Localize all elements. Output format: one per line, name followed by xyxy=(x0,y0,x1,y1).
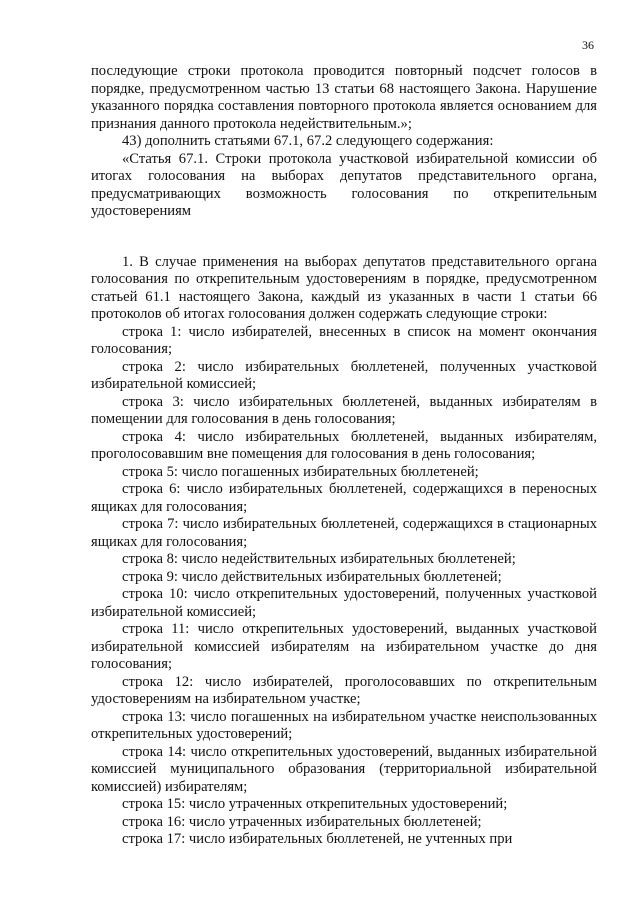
paragraph: строка 4: число избирательных бюллетеней, выданных избирателям, проголосовавшим вне помещения для голосования в день голосования; xyxy=(91,428,597,462)
paragraph-gap xyxy=(91,221,597,254)
paragraph: строка 13: число погашенных на избирательном участке неиспользованных открепительных удостоверений; xyxy=(91,708,597,742)
document-body xyxy=(91,63,597,849)
paragraph: последующие строки протокола проводится повторный подсчет голосов в порядке, предусмотренном частью 13 статьи 68 настоящего Закона. Нарушение указанного порядка составления повторного протокола является основанием для признания данного протокола недействительным.»; xyxy=(91,63,597,132)
paragraph: строка 14: число открепительных удостоверений, выданных избирательной комиссией муниципального образования (территориальной избирательной комиссией) избирателям; xyxy=(91,743,597,795)
paragraph: строка 6: число избирательных бюллетеней, содержащихся в переносных ящиках для голосования; xyxy=(91,481,597,515)
paragraph: строка 10: число открепительных удостоверений, полученных участковой избирательной комиссией; xyxy=(91,586,597,620)
paragraph: строка 12: число избирателей, проголосовавших по открепительным удостоверениям на избирательном участке; xyxy=(91,673,597,707)
page-number: 36 xyxy=(582,38,594,52)
paragraph: строка 2: число избирательных бюллетеней, полученных участковой избирательной комиссией; xyxy=(91,358,597,392)
paragraph: строка 5: число погашенных избирательных бюллетеней; xyxy=(122,463,479,480)
paragraph: 1. В случае применения на выборах депутатов представительного органа голосования по открепительным удостоверениям в порядке, предусмотренном статьей 61.1 настоящего Закона, каждый из указанных в части 1 статьи 66 протоколов об итогах голосования должен содержать следующие строки: xyxy=(91,253,597,322)
paragraph: строка 15: число утраченных открепительных удостоверений; xyxy=(122,796,508,812)
paragraph: строка 9: число действительных избирательных бюллетеней; xyxy=(122,568,502,585)
paragraph: строка 1: число избирателей, внесенных в список на момент окончания голосования; xyxy=(91,323,597,357)
paragraph: строка 8: число недействительных избирательных бюллетеней; xyxy=(122,551,516,567)
paragraph: строка 11: число открепительных удостоверений, выданных участковой избирательной комиссией избирателям на избирательном участке до дня голосования; xyxy=(91,621,597,672)
paragraph: «Статья 67.1. Строки протокола участковой избирательной комиссии об итогах голосования на выборах депутатов представительного органа, предусматривающих возможность голосования по открепительным удостоверениям xyxy=(91,150,597,219)
paragraph: строка 7: число избирательных бюллетеней, содержащихся в стационарных ящиках для голосования; xyxy=(91,516,597,550)
paragraph: строка 3: число избирательных бюллетеней, выданных избирателям в помещении для голосования в день голосования; xyxy=(91,393,597,427)
paragraph: строка 16: число утраченных избирательных бюллетеней; xyxy=(122,813,482,830)
paragraph: строка 17: число избирательных бюллетеней, не учтенных при xyxy=(122,831,513,847)
paragraph: 43) дополнить статьями 67.1, 67.2 следующего содержания: xyxy=(122,133,494,149)
